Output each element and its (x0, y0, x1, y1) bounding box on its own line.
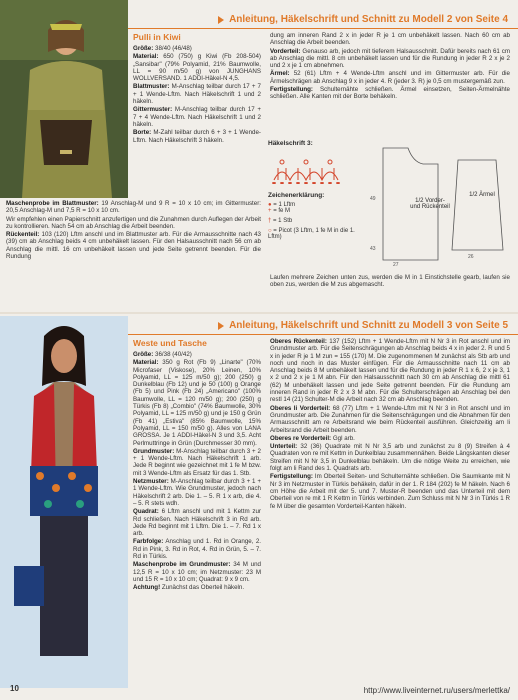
bottom-achtung-label: Achtung! (133, 584, 161, 592)
bottom-ob-vlinks-label: Oberes li Vorderteil: (270, 404, 331, 412)
top-col2-intro: dung am inneren Rand 2 x in jeder R je 1 cm unbehäkelt lassen. Nach 60 cm ab Anschlag die Arbeit beenden. (270, 32, 510, 47)
bottom-netz-value: M-Anschlag teilbar durch 3 + 1 + 1 Wende-Lftm. Wie Grundmuster, jedoch nach Häkelschrift 2 arb. Die 1. – 5. R 1 x arb, die 4. – 5. R stets wdh. (133, 478, 261, 507)
chart-and-schema (268, 140, 513, 270)
legend-list: ● = 1 Lftm + = fe M † = 1 Stb ○ = Picot (3 Lftm, 1 fe M in die 1. Lftm) (268, 202, 355, 240)
top-aermel-value: 52 (61) Lftm + 4 Wende-Lftm anschl und im Gittermuster arb. Für die Ärmelschrägen ab Anschlag 9 x in jeder 4. R (jeder 3. R) je 0,5 cm mustergemäß zun. (270, 70, 510, 85)
top-rueck-value: 103 (120) Lftm anschl und im Blattmuster arb. Für die Armausschnitte nach 43 (39) cm ab Anschlag beids 4 cm unbehäkelt lassen. Für den Halsausschnitt nach 56 cm ab Anschlag die mittl. 16 cm unbehäkelt lassen und jede Seite getrennt beenden. Für die Rundung (6, 231, 261, 261)
top-size-label: Größe: (133, 45, 154, 52)
bottom-ob-vrechts-label: Oberes re Vorderteil: (270, 434, 332, 442)
legend-item-stb: = 1 Stb (273, 218, 293, 224)
top-vorder-label: Vorderteil: (270, 47, 301, 55)
bottom-title: Weste und Tasche (133, 338, 207, 348)
bottom-col2 (270, 338, 510, 684)
svg-text:26: 26 (468, 254, 474, 260)
schema-ar-label: 1/2 Ärmel (469, 192, 495, 198)
top-col2 (270, 32, 510, 138)
svg-text:43: 43 (370, 246, 376, 252)
header-bottom (128, 318, 518, 334)
bottom-fertig-label: Fertigstellung: (270, 473, 313, 481)
section-divider (0, 312, 518, 314)
bottom-ob-vrechts-value: Ggl arb. (332, 434, 355, 442)
bottom-size-label: Größe: (133, 351, 154, 358)
arrow-right-icon (218, 322, 224, 330)
svg-text:49: 49 (370, 196, 376, 202)
top-blatt-value: M-Anschlag teilbar durch 17 + 7 + 1 Wende-Lftm. Nach Häkelschrift 1 und 2 häkeln. (133, 83, 261, 106)
top-aermel-label: Ärmel: (270, 70, 290, 78)
top-vorder-value: Genauso arb, jedoch mit tieferem Halsausschnitt. Dafür bereits nach 61 cm ab Anschlag die mittl. 8 cm unbehäkelt lassen und für die Rundung in jeder R 2 x je 2 und 2 x je 1 cm abnehmen. (270, 47, 510, 70)
legend-item-lftm: = 1 Lftm (273, 202, 296, 208)
header-bottom-text: Anleitung, Häkelschrift und Schnitt zu Modell 3 von Seite 5 (229, 320, 508, 331)
bottom-unterteil-value: 32 (36) Quadrate mit N Nr 3,5 arb und zunächst zu 8 (9) Streifen à 4 Quadraten von re mit Kettm in Dunkelblau zusammennähen. Beide Längskanten dieser Streifen mit N Nr 3,5 in Dunkelblau behäkeln. Um die nötige Weite zu erreichen, wie folgt am li Rand des 1. Quadrats arb. (270, 443, 510, 473)
bottom-farb-value: Anschlag und 1. Rd in Orange, 2. Rd in Pink, 3. Rd in Rot, 4. Rd in Grün, 5. – 7. Rd in Türkis. (133, 538, 261, 561)
top-col1-lower (6, 200, 261, 308)
arrow-right-icon (218, 16, 224, 24)
top-title: Pulli in Kiwi (133, 32, 181, 42)
model-photo-weste (0, 316, 128, 688)
top-schnitt-text: Wir empfehlen einen Papierschnitt anzufertigen und die Zunahmen durch Auflegen der Arbeit zu kontrollieren. Nach 54 cm ab Anschlag die Arbeit beenden. (6, 215, 261, 230)
top-rueck-label: Rückenteil: (6, 231, 40, 239)
crochet-chart-3 (268, 150, 358, 190)
svg-text:27: 27 (393, 262, 399, 268)
header-top-rule (128, 28, 518, 29)
bottom-grund-value: M-Anschlag teilbar durch 3 + 2 + 1 Wende-Lftm. Nach Häkelschrift 1 arb. Jede R beginnt wie gezeichnet mit 1 fe M bzw. mit 3 Wende-Lftm als Ersatz für das 1. Stb. (133, 447, 261, 477)
bottom-material-value: 350 g Rot (Fb 9) „Linarte" (70% Microfaser (Viskose), 20% Leinen, 10% Polyamid, LL = 125 m/50 g); 200 (250) g Dunkelblau (Fb 12) und je 50 (100) g Orange (Fb 5) und Pink (Fb 24) „Americano" (100% Baumwolle, LL = 120 m/50 g); 200 (250) g Türkis (Fb 8) „Combio" (74% Baumwolle, 30% Polyamid, LL = 125 m/50 g) und je 150 g Grün (Fb 41) „Estiva" (85% Baumwolle, 15% Polyamid, LL = 150 m/50 g). Alles von LANA GROSSA. Je 1 ADDI-Häkel-N 3 und 3,5. Acht Perlmuttringe in Grün (Durchmesser 30 mm). (133, 359, 261, 447)
bottom-quadrat-label: Quadrat: (133, 508, 159, 516)
top-borte-value: M-Zahl teilbar durch 6 + 3 + 1 Wende-Lftm. Nach Häkelschrift 3 häkeln. (133, 129, 261, 144)
top-material-value: 650 (750) g Kiwi (Fb 208-504) „Sansibar" (79% Polyamid, 21% Baumwolle, LL = 90 m/50 g) von JUNGHANS WOLLVERSAND. 1 ADDI-Häkel-N 4,5. (133, 53, 261, 83)
bottom-quadrat-value: 6 Lftm anschl und mit 1 Kettm zur Rd schließen. Nach Häkelschrift 3 in Rd arb. Jede Rd beginnt mit 1 Lftm. Die 1. – 7. Rd 1 x arb. (133, 508, 261, 538)
bottom-achtung-value: Zunächst das Oberteil häkeln. (161, 584, 245, 592)
header-bottom-rule (128, 334, 518, 335)
top-maschenprobe-label: Maschenprobe im Blattmuster: (6, 200, 99, 207)
top-fertig-value: Schulternähte schließen. Ärmel einsetzen, Seiten-Ärmelnähte schließen. Alle Kanten mit der Borte behäkeln. (270, 86, 510, 101)
legend-title: Zeichenerklärung: (268, 192, 325, 199)
watermark-url: http://www.liveinternet.ru/users/merlettka/ (363, 686, 510, 695)
page-number: 10 (10, 684, 19, 693)
legend-item-fem: = fe M (273, 208, 291, 214)
bottom-ob-rueck-label: Oberes Rückenteil: (270, 338, 327, 345)
bottom-ob-rueck-value: 137 (152) Lftm + 1 Wende-Lftm mit N Nr 3 in Rot anschl und im Grundmuster arb. Für die Seitenschrägungen ab Anschlag beids 4 x in jeder 2. R und 5 x in jeder R je 1 M zun = 155 (170) M. Die zugenommenen M zunächst als Stb arb und noch und noch in das Muster einfügen. Für die Armausschnitte nach 11 cm ab Anschlag beids 8 M unbehäkelt lassen und für die Rundung in jeder R 1 x 6, 2 x je 3, 1 x 2 und 2 x je 1 M abn. Für den Halsausschnitt nach 30 cm ab Anschlag die mittl 61 (62) M unbehäkelt lassen und jede Seite getrennt beenden. Für die Rundung am inneren Rand in jeder R 2 x 3 M abn. Für die Schulterschrägen ab Anschlag bei den restl 14 (21) Schulter-M die Arbeit nach 32 cm ab Anschlag beenden. (270, 338, 510, 404)
bottom-col1 (133, 338, 261, 684)
top-gitter-label: Gittermuster: (133, 106, 173, 114)
header-top-text: Anleitung, Häkelschrift und Schnitt zu Modell 2 von Seite 4 (229, 14, 508, 25)
bottom-netz-label: Netzmuster: (133, 478, 169, 486)
legend-item-picot: = Picot (3 Lftm, 1 fe M in die 1. Lftm) (268, 228, 355, 240)
top-borte-label: Borte: (133, 129, 152, 137)
top-material-label: Material: (133, 53, 159, 61)
top-gitter-value: M-Anschlag teilbar durch 17 + 7 + 4 Wende-Lftm. Nach Häkelschrift 1 und 2 häkeln. (133, 106, 261, 128)
bottom-farb-label: Farbfolge: (133, 538, 164, 546)
header-top (128, 12, 518, 28)
chart3-label: Häkelschrift 3: (268, 140, 313, 147)
top-blatt-label: Blattmuster: (133, 83, 170, 91)
top-maschenprobe-value: 19 Anschlag-M und 9 R = 10 x 10 cm; im Gittermuster: 20,5 Anschlag-M und 7,5 R = 10 x 10 cm. (6, 200, 261, 215)
top-col1-upper (133, 32, 261, 196)
top-fertig-label: Fertigstellung: (270, 86, 313, 94)
bottom-material-label: Material: (133, 359, 159, 367)
schema-vr-label: 1/2 Vorder- und Rückenteil (410, 198, 450, 210)
bottom-mp-value: 34 M und 12,5 R = 10 x 10 cm; im Netzmuster: 23 M und 15 R = 10 x 10 cm; Quadrat: 9 x 9 cm. (133, 561, 261, 583)
bottom-ob-vlinks-value: 68 (77) Lftm + 1 Wende-Lftm mit N Nr 3 in Rot anschl und im Grundmuster arb. Die Zunahmen für die Seitenschrägungen und die Abnahmen für den Armausschnitt am re Arbeitsrand wie beim Rückenteil ausführen. Gleichzeitig am li Arbeitsrand die Arbeit beenden. (270, 404, 510, 434)
top-size-value: 38/40 (46/48) (155, 45, 192, 52)
top-footnote (270, 274, 510, 304)
bottom-grund-label: Grundmuster: (133, 447, 175, 455)
top-footnote-text: Laufen mehrere Zeichen unten zus, werden die M in 1 Einstichstelle gearb, laufen sie oben zus, werden die M zus abgemascht. (270, 274, 510, 289)
model-photo-pulli (0, 0, 128, 198)
bottom-fertig-value: Im Oberteil Seiten- und Schulternähte schließen. Die Saumkante mit N Nr 3 im Netzmuster in Türkis behäkeln, dafür in der 1. R 184 (202) fe M häkeln. Nach 6 cm Höhe die Arbeit mit der 5. und 7. Muster-R beenden und das Unterteil mit dem Oberteil von re mit 1 R Kettm in Türkis verbinden. Zum Schluss mit N Nr 3 in Türkis 1 R fe M über die gesamten Vorderteil-Kanten häkeln. (270, 473, 510, 510)
bottom-mp-label: Maschenprobe im Grundmuster: (133, 561, 231, 569)
bottom-unterteil-label: Unterteil: (270, 443, 298, 451)
bottom-size-value: 36/38 (40/42) (155, 351, 192, 358)
